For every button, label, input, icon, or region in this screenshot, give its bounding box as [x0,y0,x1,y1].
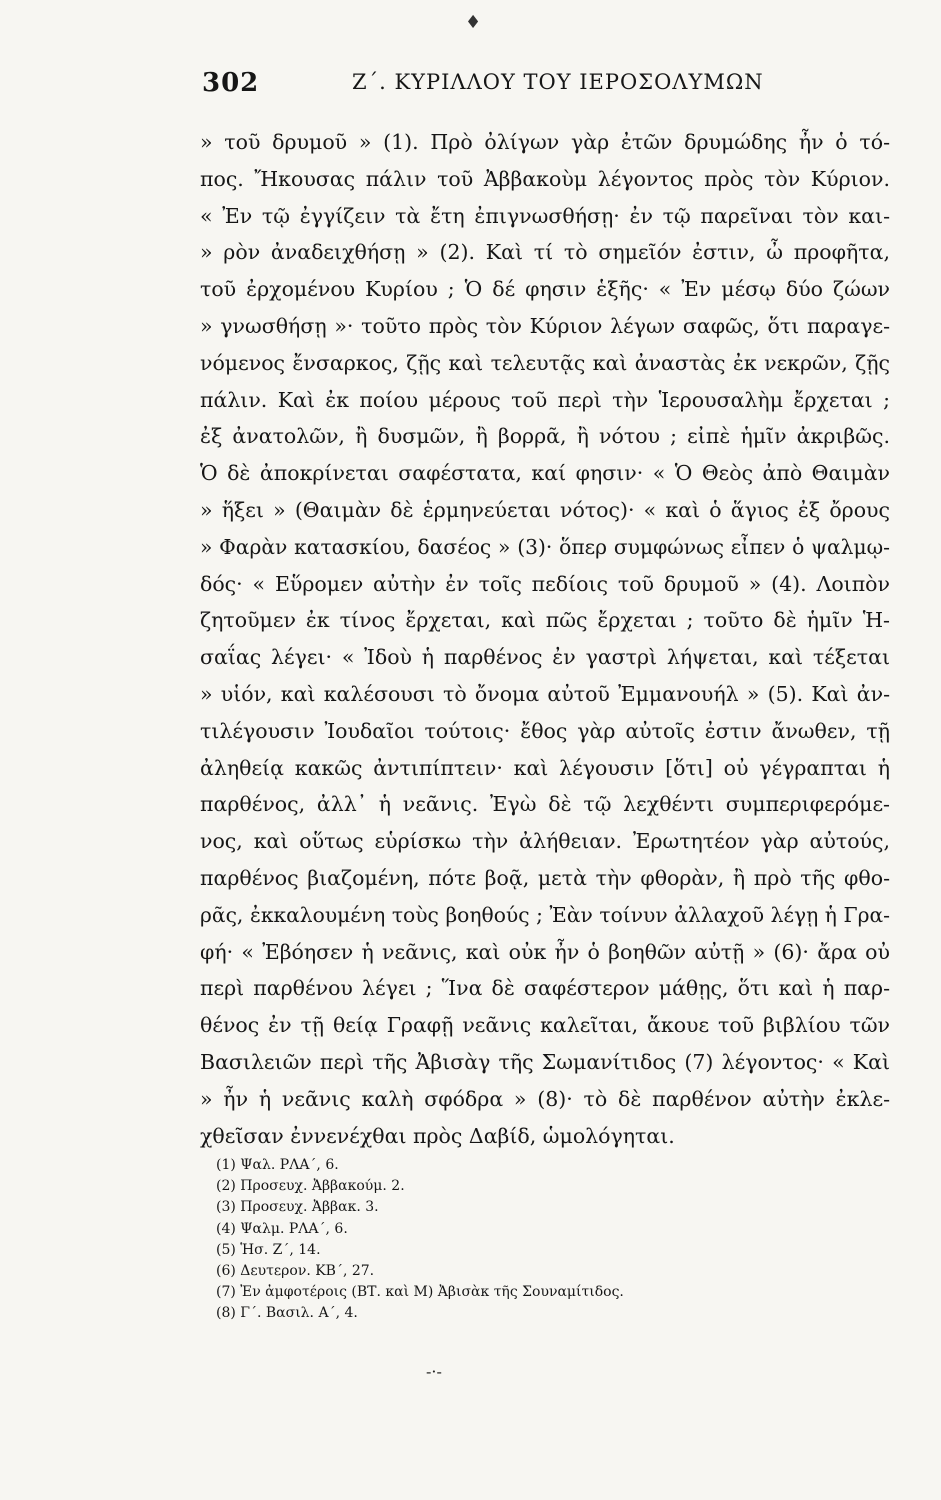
body-text [200,124,890,1154]
text-line: σαΐας λέγει· « Ἰδοὺ ἡ παρθένος ἐν γαστρὶ λήψεται, καὶ τέξεται [200,645,890,670]
text-line: » Φαρὰν κατασκίου, δασέος » (3)· ὅπερ συμφώνως εἶπεν ὁ ψαλμῳ- [200,534,890,559]
page-number: 302 [202,68,260,98]
text-line: » ἥξει » (Θαιμὰν δὲ ἑρμηνεύεται νότος)· « καὶ ὁ ἅγιος ἐξ ὄρους [200,497,890,522]
text-line: πάλιν. Καὶ ἐκ ποίου μέρους τοῦ περὶ τὴν Ἱερουσαλὴμ ἔρχεται ; [200,387,890,412]
text-line: τιλέγουσιν Ἰουδαῖοι τούτοις· ἔθος γὰρ αὐτοῖς ἐστιν ἄνωθεν, τῇ [200,718,890,743]
text-line: « Ἐν τῷ ἐγγίζειν τὰ ἔτη ἐπιγνωσθήσῃ· ἐν τῷ παρεῖναι τὸν και- [200,203,890,228]
text-line-last: χθεῖσαν ἐννενέχθαι πρὸς Δαβίδ, ὡμολόγηται. [200,1123,675,1148]
running-head: Ζ΄. ΚΥΡΙΛΛΟΥ ΤΟΥ ΙΕΡΟΣΟΛΥΜΩΝ [352,70,764,94]
text-line: πος. Ἤκουσας πάλιν τοῦ Ἀββακοὺμ λέγοντος πρὸς τὸν Κύριον. [200,166,890,191]
footnote: (3) Προσευχ. Ἀββακ. 3. [216,1199,379,1216]
footnote: (8) Γ΄. Βασιλ. Α΄, 4. [216,1305,358,1322]
text-line: δός· « Εὕρομεν αὐτὴν ἐν τοῖς πεδίοις τοῦ δρυμοῦ » (4). Λοιπὸν [200,571,890,596]
text-line: τοῦ ἐρχομένου Κυρίου ; Ὁ δέ φησιν ἑξῆς· « Ἐν μέσῳ δύο ζώων [200,277,890,302]
text-line: ρᾶς, ἐκκαλουμένη τοὺς βοηθούς ; Ἐὰν τοίνυν ἀλλαχοῦ λέγῃ ἡ Γρα- [200,902,890,927]
text-line: παρθένος, ἀλλ᾽ ἡ νεᾶνις. Ἐγὼ δὲ τῷ λεχθέντι συμπεριφερόμε- [200,792,890,817]
text-line: » γνωσθήσῃ »· τοῦτο πρὸς τὸν Κύριον λέγων σαφῶς, ὅτι παραγε- [200,313,890,338]
text-line: ζητοῦμεν ἐκ τίνος ἔρχεται, καὶ πῶς ἔρχεται ; τοῦτο δὲ ἡμῖν Ἡ- [200,608,890,633]
text-line: ἐξ ἀνατολῶν, ἢ δυσμῶν, ἢ βορρᾶ, ἢ νότου ; εἰπὲ ἡμῖν ἀκριβῶς. [200,424,890,449]
text-line: » υἱόν, καὶ καλέσουσι τὸ ὄνομα αὐτοῦ Ἐμμανουήλ » (5). Καὶ ἀν- [200,681,890,706]
text-line: φή· « Ἐβόησεν ἡ νεᾶνις, καὶ οὐκ ἦν ὁ βοηθῶν αὐτῇ » (6)· ἄρα οὐ [200,939,890,964]
text-line: νος, καὶ οὕτως εὑρίσκω τὴν ἀλήθειαν. Ἐρωτητέον γὰρ αὐτούς, [200,829,890,854]
footnote: (4) Ψαλμ. ΡΛΑ΄, 6. [216,1220,348,1237]
bottom-ornament: -·- [426,1362,442,1381]
text-line: περὶ παρθένου λέγει ; Ἵνα δὲ σαφέστερον μάθῃς, ὅτι καὶ ἡ παρ- [200,976,890,1001]
text-line: » ἦν ἡ νεᾶνις καλὴ σφόδρα » (8)· τὸ δὲ παρθένον αὐτὴν ἐκλε- [200,1086,890,1111]
text-line: » ρὸν ἀναδειχθήσῃ » (2). Καὶ τί τὸ σημεῖόν ἐστιν, ὦ προφῆτα, [200,240,890,265]
footnote: (5) Ἡσ. Ζ΄, 14. [216,1241,321,1258]
text-line: Ὁ δὲ ἀποκρίνεται σαφέστατα, καί φησιν· « Ὁ Θεὸς ἀπὸ Θαιμὰν [200,461,890,486]
text-line: Βασιλειῶν περὶ τῆς Ἀβισὰγ τῆς Σωμανίτιδος (7) λέγοντος· « Καὶ [200,1049,890,1074]
text-line: παρθένος βιαζομένη, πότε βοᾷ, μετὰ τὴν φθορὰν, ἢ πρὸ τῆς φθο- [200,865,890,890]
footnote: (7) Ἐν ἀμφοτέροις (ΒΤ. καὶ Μ) Ἀβισὰκ τῆς Σουναμίτιδος. [216,1284,624,1301]
footnote: (6) Δευτερον. ΚΒ΄, 27. [216,1262,375,1279]
footnote: (2) Προσευχ. Ἀββακούμ. 2. [216,1178,405,1195]
text-line: ἀληθείᾳ κακῶς ἀντιπίπτειν· καὶ λέγουσιν [ὅτι] οὐ γέγραπται ἡ [200,755,890,780]
text-line: θένος ἐν τῇ θείᾳ Γραφῇ νεᾶνις καλεῖται, ἄκουε τοῦ βιβλίου τῶν [200,1013,890,1038]
footnote: (1) Ψαλ. ΡΛΑ΄, 6. [216,1157,339,1173]
page-top-mark: ♦ [465,12,482,33]
footnotes [216,1155,816,1325]
text-line: » τοῦ δρυμοῦ » (1). Πρὸ ὀλίγων γὰρ ἐτῶν δρυμώδης ἦν ὁ τό- [200,130,890,154]
text-line: νόμενος ἔνσαρκος, ζῇς καὶ τελευτᾷς καὶ ἀναστὰς ἐκ νεκρῶν, ζῇς [200,350,890,375]
